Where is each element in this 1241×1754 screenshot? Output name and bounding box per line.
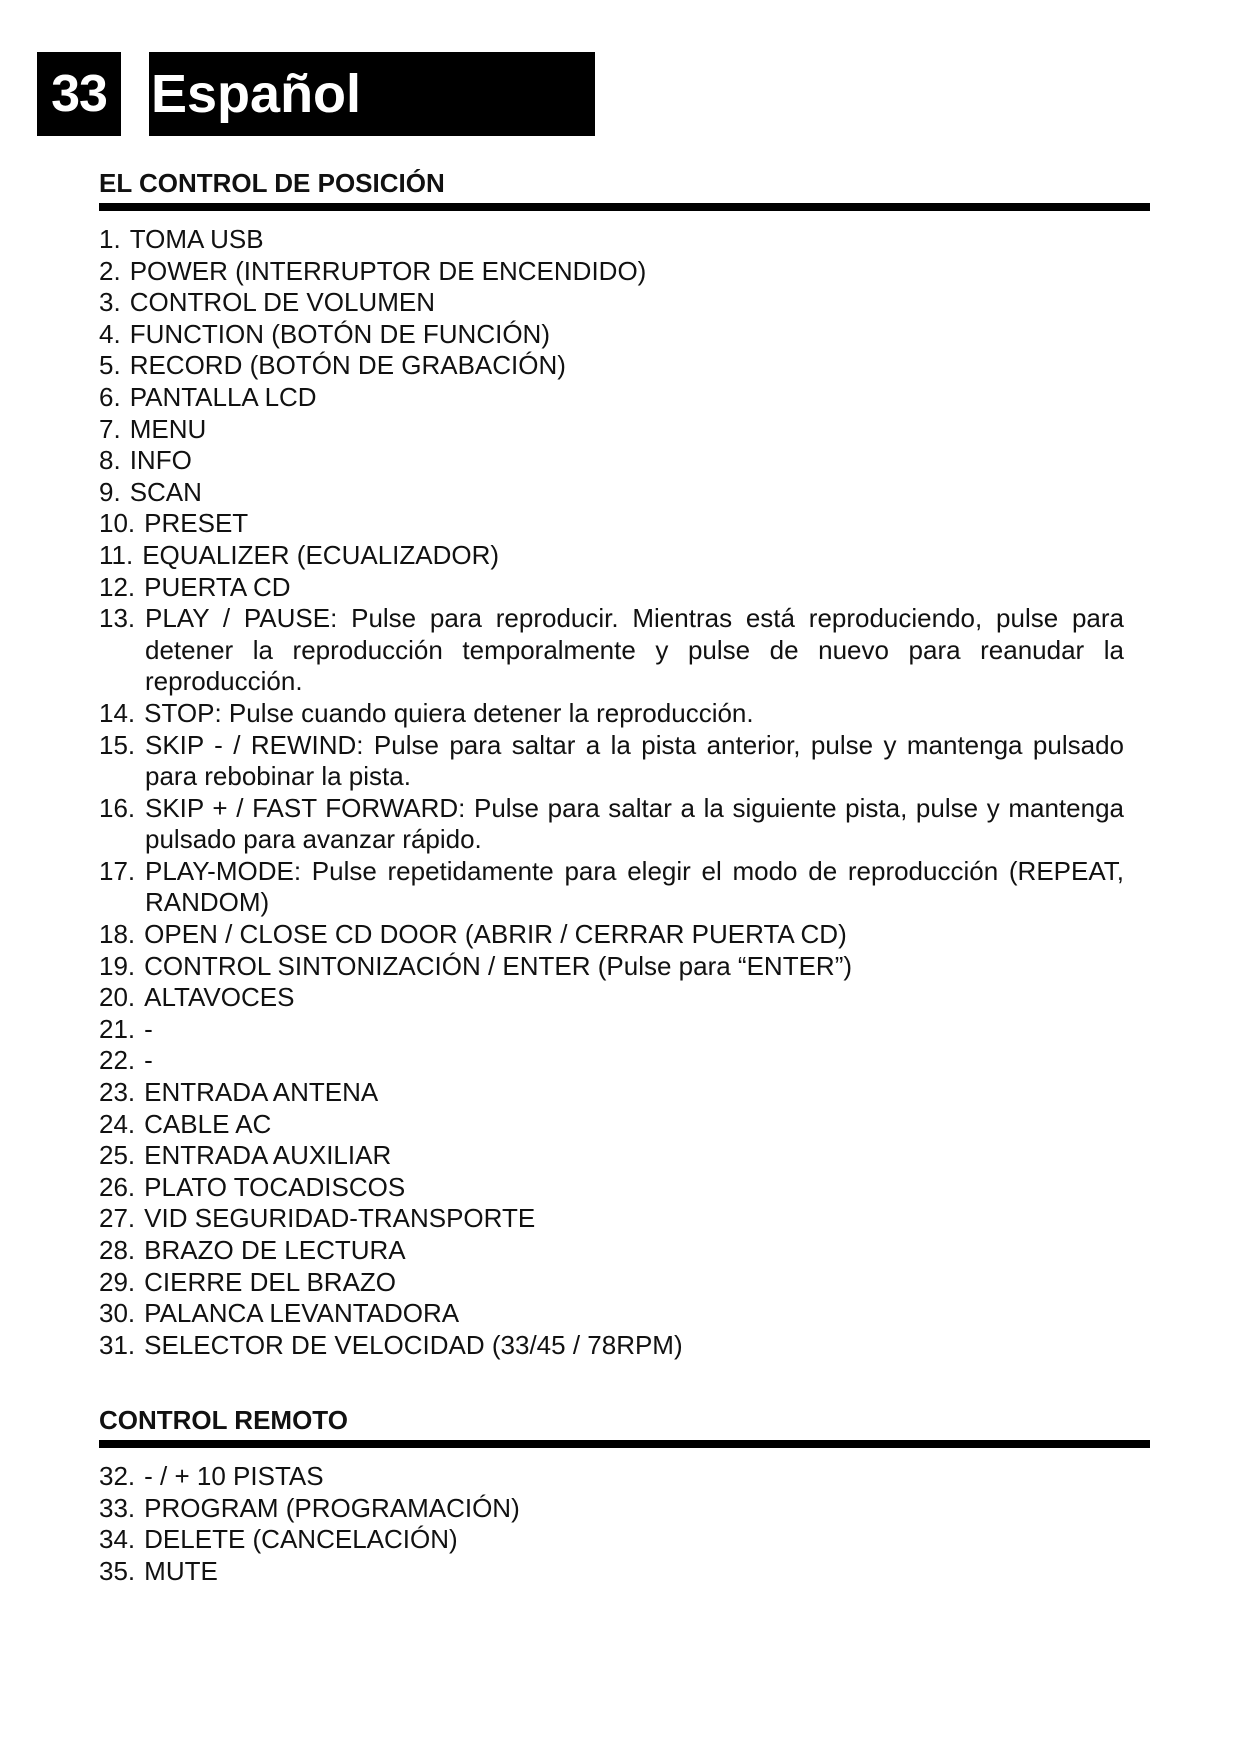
item-text: DELETE (CANCELACIÓN) [144, 1524, 458, 1555]
item-text: RECORD (BOTÓN DE GRABACIÓN) [129, 350, 566, 381]
item-text: VID SEGURIDAD-TRANSPORTE [144, 1203, 536, 1234]
item-number: 34. [99, 1524, 136, 1555]
item-number: 9. [99, 476, 121, 507]
list-item [99, 319, 1150, 351]
item-number: 19. [99, 950, 136, 981]
position-control-list [99, 224, 1150, 1361]
item-text: SCAN [129, 476, 202, 507]
list-item [99, 1235, 1150, 1267]
item-number: 4. [99, 318, 121, 349]
list-item [99, 224, 1150, 256]
item-number: 23. [99, 1077, 136, 1108]
item-number: 28. [99, 1235, 136, 1265]
item-number: 32. [99, 1461, 136, 1491]
item-text: CABLE AC [144, 1108, 272, 1139]
list-item [99, 603, 1150, 698]
item-text: PROGRAM (PROGRAMACIÓN) [144, 1492, 520, 1523]
list-item [99, 572, 1150, 604]
item-number: 25. [99, 1140, 136, 1171]
item-number: 16. [99, 792, 136, 823]
item-number: 30. [99, 1298, 136, 1329]
list-item [99, 508, 1150, 540]
item-number: 10. [99, 508, 136, 539]
list-item [99, 382, 1150, 414]
item-number: 14. [99, 697, 136, 728]
item-text: SELECTOR DE VELOCIDAD (33/45 / 78RPM) [144, 1329, 683, 1360]
item-text: - [144, 1045, 153, 1076]
item-text: POWER (INTERRUPTOR DE ENCENDIDO) [129, 255, 647, 286]
item-text: SKIP - / REWIND: Pulse para saltar a la pista anterior, pulse y mantenga pulsado para rebobinar la pista. [145, 729, 1124, 792]
list-item [99, 698, 1150, 730]
list-item [99, 1330, 1150, 1362]
remote-control-list [99, 1461, 1150, 1587]
item-number: 11. [99, 539, 134, 570]
item-number: 6. [99, 381, 121, 412]
list-item [99, 982, 1150, 1014]
item-number: 8. [99, 445, 121, 476]
section-title: CONTROL REMOTO [99, 1405, 348, 1435]
item-number: 21. [99, 1013, 136, 1044]
item-number: 12. [99, 571, 136, 602]
list-item [99, 445, 1150, 477]
list-item [99, 414, 1150, 446]
list-item [99, 1493, 1150, 1525]
item-text: FUNCTION (BOTÓN DE FUNCIÓN) [129, 318, 550, 349]
item-text: PLAY / PAUSE: Pulse para reproducir. Mientras está reproduciendo, pulse para detener la reproducción temporalmente y pulse de nuevo para reanudar la reproducción. [145, 603, 1124, 697]
section-title: EL CONTROL DE POSICIÓN [99, 168, 445, 198]
list-item [99, 1109, 1150, 1141]
item-number: 22. [99, 1045, 136, 1076]
item-text: OPEN / CLOSE CD DOOR (ABRIR / CERRAR PUERTA CD) [144, 919, 847, 950]
list-item [99, 793, 1150, 856]
item-text: MUTE [144, 1555, 218, 1586]
item-text: INFO [129, 445, 192, 476]
list-item [99, 1556, 1150, 1588]
item-text: TOMA USB [129, 224, 264, 254]
item-text: PUERTA CD [144, 571, 291, 602]
list-item [99, 540, 1150, 572]
item-number: 29. [99, 1266, 136, 1297]
item-number: 15. [99, 729, 136, 760]
item-text: PANTALLA LCD [129, 381, 317, 412]
item-text: PALANCA LEVANTADORA [144, 1298, 460, 1329]
item-text: PLAY-MODE: Pulse repetidamente para elegir el modo de reproducción (REPEAT, RANDOM) [145, 855, 1124, 918]
section-divider [99, 1440, 1150, 1448]
item-text: PRESET [144, 508, 249, 539]
item-text: ENTRADA AUXILIAR [144, 1140, 392, 1171]
language-heading: Español [149, 52, 595, 136]
item-number: 26. [99, 1171, 136, 1202]
item-text: - [144, 1013, 153, 1044]
item-number: 3. [99, 287, 121, 318]
list-item [99, 1172, 1150, 1204]
list-item [99, 1524, 1150, 1556]
item-number: 20. [99, 982, 136, 1013]
list-item [99, 1014, 1150, 1046]
list-item [99, 287, 1150, 319]
item-number: 1. [99, 224, 121, 254]
item-number: 31. [99, 1329, 136, 1360]
item-number: 27. [99, 1203, 136, 1234]
item-text: CONTROL DE VOLUMEN [129, 287, 435, 318]
list-item [99, 1298, 1150, 1330]
item-number: 5. [99, 350, 121, 381]
section-divider [99, 203, 1150, 211]
item-text: ALTAVOCES [144, 982, 295, 1013]
item-number: 24. [99, 1108, 136, 1139]
item-number: 7. [99, 413, 121, 444]
list-item [99, 477, 1150, 509]
item-text: PLATO TOCADISCOS [144, 1171, 406, 1202]
section-position-control [99, 168, 1150, 1361]
list-item [99, 1077, 1150, 1109]
list-item [99, 1267, 1150, 1299]
item-number: 18. [99, 919, 136, 950]
item-text: CIERRE DEL BRAZO [144, 1266, 397, 1297]
item-number: 35. [99, 1555, 136, 1586]
item-text: CONTROL SINTONIZACIÓN / ENTER (Pulse para “ENTER”) [144, 950, 853, 981]
list-item [99, 1461, 1150, 1493]
list-item [99, 350, 1150, 382]
item-number: 2. [99, 255, 121, 286]
item-number: 13. [99, 603, 136, 634]
item-text: MENU [129, 413, 207, 444]
item-text: ENTRADA ANTENA [144, 1077, 379, 1108]
list-item [99, 951, 1150, 983]
list-item [99, 919, 1150, 951]
section-remote-control [99, 1405, 1150, 1587]
list-item [99, 1045, 1150, 1077]
item-text: SKIP + / FAST FORWARD: Pulse para saltar a la siguiente pista, pulse y mantenga pulsado para avanzar rápido. [145, 792, 1124, 855]
list-item [99, 1203, 1150, 1235]
item-text: BRAZO DE LECTURA [144, 1235, 406, 1265]
list-item [99, 1140, 1150, 1172]
item-text: - / + 10 PISTAS [144, 1461, 324, 1491]
list-item [99, 256, 1150, 288]
item-number: 33. [99, 1492, 136, 1523]
page-number-badge: 33 [37, 52, 121, 136]
item-text: STOP: Pulse cuando quiera detener la reproducción. [144, 697, 754, 728]
item-number: 17. [99, 855, 136, 886]
item-text: EQUALIZER (ECUALIZADOR) [142, 539, 500, 570]
list-item [99, 730, 1150, 793]
list-item [99, 856, 1150, 919]
